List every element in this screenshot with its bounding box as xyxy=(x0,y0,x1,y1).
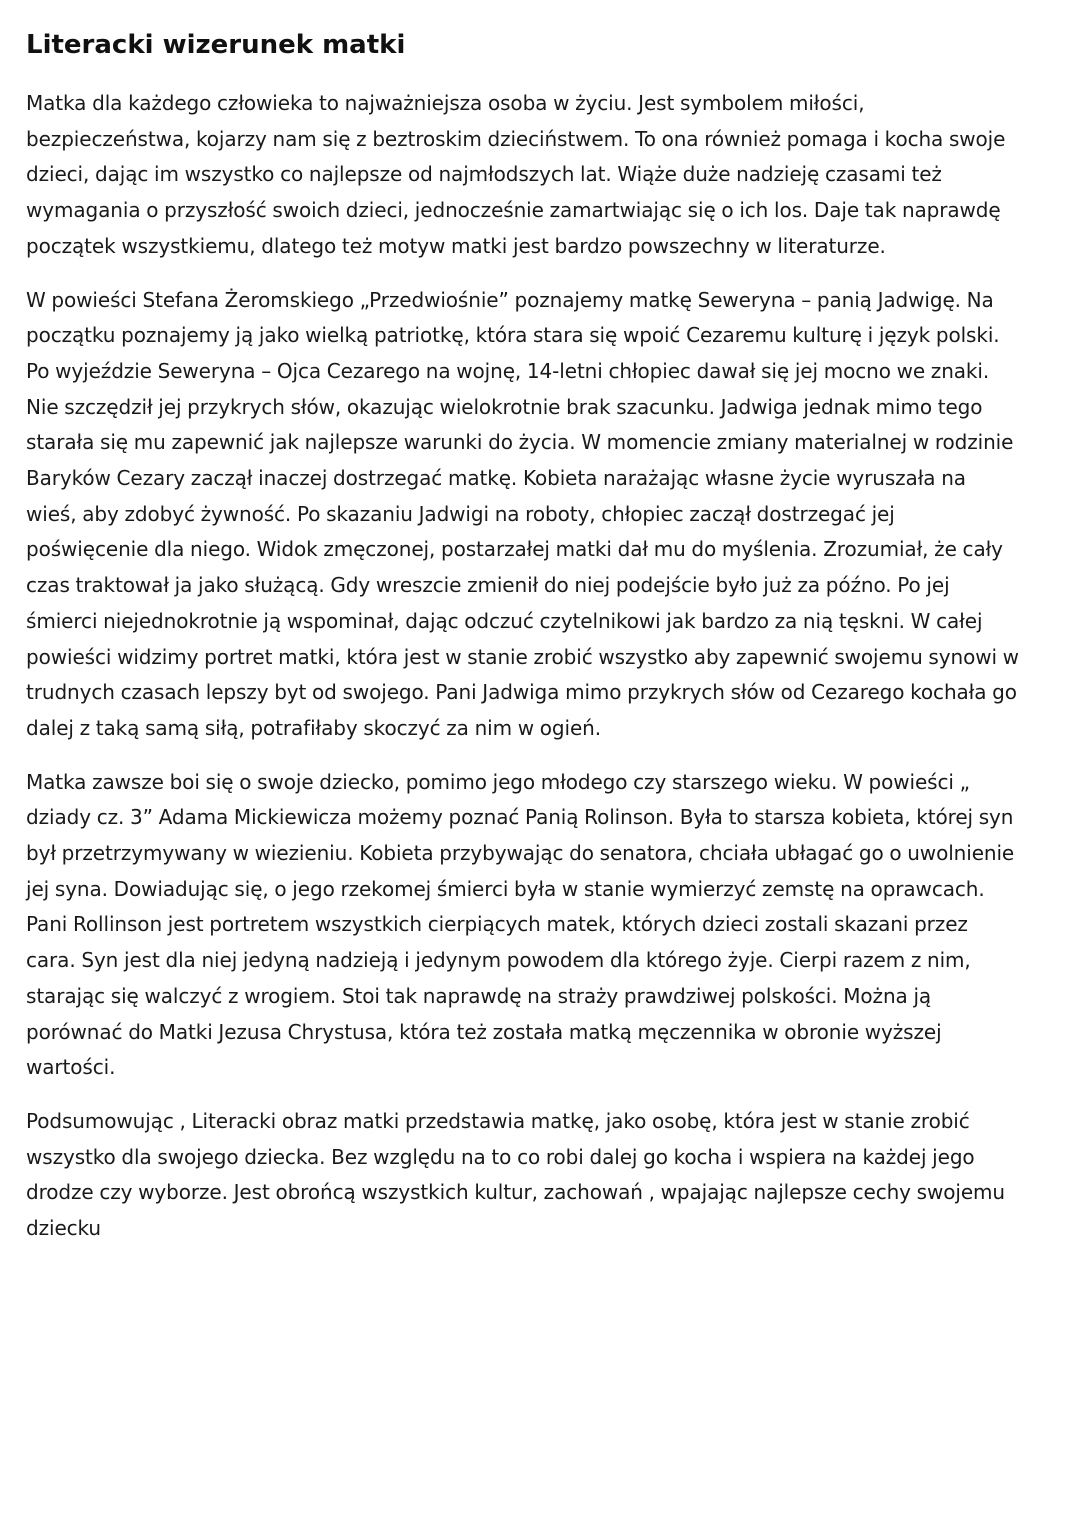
paragraph-intro: Matka dla każdego człowieka to najważniejsza osoba w życiu. Jest symbolem miłości, bezpieczeństwa, kojarzy nam się z beztroskim dzieciństwem. To ona również pomaga i kocha swoje dzieci, dając im wszystko co najlepsze od najmłodszych lat. Wiąże duże nadzieję czasami też wymagania o przyszłość swoich dzieci, jednocześnie zamartwiając się o ich los. Daje tak naprawdę początek wszystkiemu, dlatego też motyw matki jest bardzo powszechny w literaturze. xyxy=(26,91,1006,258)
document-title: Literacki wizerunek matki xyxy=(26,30,406,60)
paragraph-przedwiosnie: W powieści Stefana Żeromskiego „Przedwiośnie” poznajemy matkę Seweryna – panią Jadwigę. Na początku poznajemy ją jako wielką patriotkę, która stara się wpoić Cezaremu kulturę i język polski. Po wyjeździe Seweryna – Ojca Cezarego na wojnę, 14-letni chłopiec dawał się jej mocno we znaki. Nie szczędził jej przykrych słów, okazując wielokrotnie brak szacunku. Jadwiga jednak mimo tego starała się mu zapewnić jak najlepsze warunki do życia. W momencie zmiany materialnej w rodzinie Baryków Cezary zaczął inaczej dostrzegać matkę. Kobieta narażając własne życie wyruszała na wieś, aby zdobyć żywność. Po skazaniu Jadwigi na roboty, chłopiec zaczął dostrzegać jej poświęcenie dla niego. Widok zmęczonej, postarzałej matki dał mu do myślenia. Zrozumiał, że cały czas traktował ja jako służącą. Gdy wreszcie zmienił do niej podejście było już za późno. Po jej śmierci niejednokrotnie ją wspominał, dając odczuć czytelnikowi jak bardzo za nią tęskni. W całej powieści widzimy portret matki, która jest w stanie zrobić wszystko aby zapewnić swojemu synowi w trudnych czasach lepszy byt od swojego. Pani Jadwiga mimo przykrych słów od Cezarego kochała go dalej z taką samą siłą, potrafiłaby skoczyć za nim w ogień. xyxy=(26,287,1019,740)
paragraph-dziady: Matka zawsze boi się o swoje dziecko, pomimo jego młodego czy starszego wieku. W powieści „ dziady cz. 3” Adama Mickiewicza możemy poznać Panią Rolinson. Była to starsza kobieta, której syn był przetrzymywany w wiezieniu. Kobieta przybywając do senatora, chciała ubłagać go o uwolnienie jej syna. Dowiadując się, o jego rzekomej śmierci była w stanie wymierzyć zemstę na oprawcach. Pani Rollinson jest portretem wszystkich cierpiących matek, których dzieci zostali skazani przez cara. Syn jest dla niej jedyną nadzieją i jedynym powodem dla którego żyje. Cierpi razem z nim, starając się walczyć z wrogiem. Stoi tak naprawdę na straży prawdziwej polskości. Można ją porównać do Matki Jezusa Chrystusa, która też została matką męczennika w obronie wyższej wartości. xyxy=(26,769,1015,1080)
paragraph-summary: Podsumowując , Literacki obraz matki przedstawia matkę, jako osobę, która jest w stanie zrobić wszystko dla swojego dziecka. Bez względu na to co robi dalej go kocha i wspiera na każdej jego drodze czy wyborze. Jest obrońcą wszystkich kultur, zachowań , wpajając najlepsze cechy swojemu dziecku xyxy=(26,1108,1006,1241)
